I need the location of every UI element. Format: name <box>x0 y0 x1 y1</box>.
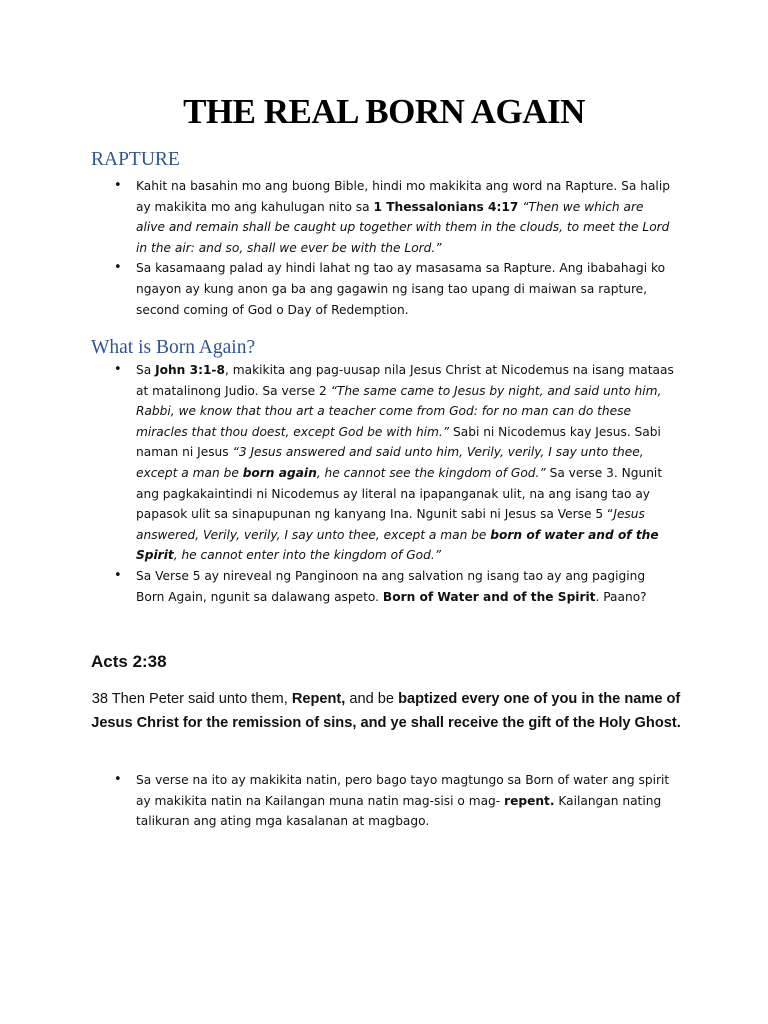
bullet-icon: • <box>114 178 122 193</box>
emphasis-text: Born of Water and of the Spirit <box>382 589 596 604</box>
emphasis-text: born again <box>242 465 317 480</box>
scripture-quote: “Then we which are alive and remain shall be caught up together with them in the clouds, to meet the Lord in the air: and so, shall we ever be with the Lord.” <box>136 199 670 255</box>
bullet-text: . Paano? <box>595 589 647 604</box>
bullet-text: Sa kasamaang palad ay hindi lahat ng tao ay masasama sa Rapture. Ang ibabahagi ko ngayon ay kung anon ga ba ang gagawin ng isang tao upang di maiwan sa rapture, second coming of God o Day of Redemption. <box>136 261 666 317</box>
emphasis-text: Repent, <box>291 691 346 707</box>
emphasis-text: repent. <box>504 793 555 808</box>
emphasis-text: baptized every one of you in the name of Jesus Christ for the remission of sins, and ye shall receive the gift of the Holy Ghost. <box>91 691 681 731</box>
bible-reference: 1 Thessalonians 4:17 <box>373 199 519 214</box>
scripture-quote: , he cannot enter into the kingdom of God.” <box>173 548 442 563</box>
acts-list <box>0 770 676 832</box>
verse-text: 38 Then Peter said unto them, <box>91 691 292 707</box>
heading-what-is-born-again: What is Born Again? <box>91 337 256 358</box>
bullet-text: Sa verse 3. Ngunit ang pagkakaintindi ni Nicodemus ay literal na ipapanganak ulit, na ang isang tao ay papasok ulit sa sinapupunan ng kanyang Ina. Ngunit sabi ni Jesus sa Verse 5 “ <box>136 465 663 522</box>
heading-acts: Acts 2:38 <box>91 652 167 671</box>
list-item <box>0 176 676 258</box>
emphasis-text: born of water and of the Spirit <box>136 527 659 563</box>
page-title: THE REAL BORN AGAIN <box>183 92 585 131</box>
bullet-text: Kailangan nating talikuran ang ating mga kasalanan at magbago. <box>136 793 662 829</box>
bullet-icon: • <box>114 772 122 787</box>
bullet-text: Kahit na basahin mo ang buong Bible, hindi mo makikita ang word na Rapture. Sa halip ay makikita mo ang kahulugan nito sa <box>136 179 670 214</box>
list-item <box>0 258 676 320</box>
rapture-list <box>0 176 676 320</box>
bullet-text: Sabi ni Nicodemus kay Jesus. Sabi naman ni Jesus <box>136 424 661 460</box>
heading-rapture: RAPTURE <box>91 149 180 170</box>
verse-text: and be <box>345 691 399 707</box>
bullet-icon: • <box>114 567 122 583</box>
list-item <box>0 360 676 566</box>
bullet-icon: • <box>114 362 122 377</box>
bible-reference: John 3:1-8 <box>155 363 225 377</box>
verse-block <box>88 688 684 736</box>
bullet-text: Sa verse na ito ay makikita natin, pero bago tayo magtungo sa Born of water ang spirit ay makikita natin na Kailangan muna natin mag-sisi o mag- <box>136 773 670 808</box>
born-again-list <box>0 360 676 607</box>
bullet-icon: • <box>114 260 122 276</box>
scripture-quote: “The same came to Jesus by night, and said unto him, Rabbi, we know that thou art a teacher come from God: for no man can do these miracles that thou doest, except God be with him.” <box>136 383 662 439</box>
bullet-text: Sa Verse 5 ay nireveal ng Panginoon na ang salvation ng isang tao ay ang pagiging Born Again, ngunit sa dalawang aspeto. <box>136 568 646 604</box>
bullet-text: Sa <box>136 363 156 377</box>
scripture-quote: Jesus answered, Verily, verily, I say unto thee, except a man be <box>136 507 645 542</box>
scripture-quote: “3 Jesus answered and said unto him, Verily, verily, I say unto thee, except a man be <box>136 445 644 480</box>
scripture-quote: , he cannot see the kingdom of God.” <box>316 465 546 480</box>
list-item <box>0 566 676 607</box>
bullet-text: , makikita ang pag-uusap nila Jesus Christ at Nicodemus na isang mataas at matalinong Judio. Sa verse 2 <box>136 363 674 398</box>
list-item <box>0 770 676 832</box>
